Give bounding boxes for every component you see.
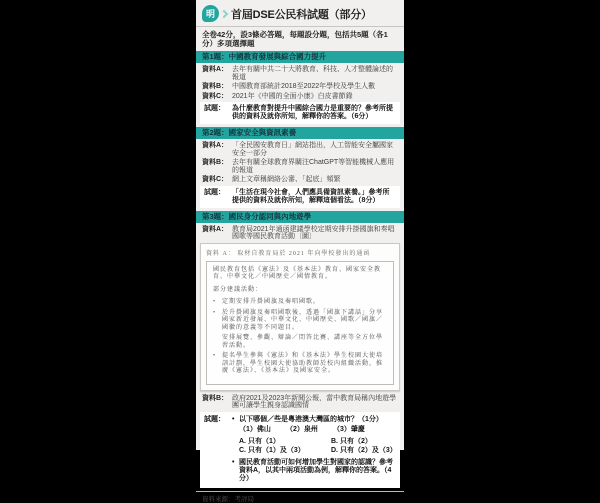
bullet-text: 於升掛國旗及奏唱國歌後，透過「國旗下講話」分享國家新近發展、中華文化、中國歷史、國歌／國旗／國徽的意義等不同題目。 xyxy=(222,309,384,331)
mc-item: （2）泉州 xyxy=(286,425,318,433)
document-bullet xyxy=(213,299,387,307)
bullet-icon: • xyxy=(213,299,217,305)
document-bullet xyxy=(213,353,387,376)
mc-option-b: B. 只有（2） xyxy=(331,437,372,445)
section2-banner: 第2題：國家安全與資訊素養 xyxy=(196,127,404,139)
bullet-icon: • xyxy=(213,309,217,316)
chevron-right-icon xyxy=(220,9,228,17)
mc-item-row xyxy=(239,426,396,434)
bullet-text: 定期安排升掛國旗及奏唱國歌。 xyxy=(222,299,321,305)
section3-question-box xyxy=(200,412,400,488)
material-text: 中國教育部統計2018至2022年學校及學生人數 xyxy=(232,83,376,90)
document-body xyxy=(206,261,394,385)
bullet-icon: • xyxy=(213,353,217,359)
document-intro: 國民教育包括《憲法》及《基本法》教育、國家安全教育、中華文化／中國歷史／國情教育。 xyxy=(213,266,382,280)
list-item xyxy=(202,66,398,81)
question-label: 試題： xyxy=(204,105,225,112)
list-item xyxy=(202,142,398,157)
mc-option-a: A. 只有（1） xyxy=(239,437,280,445)
material-label: 資料A： xyxy=(202,66,229,73)
section1-question-box xyxy=(200,102,400,124)
infographic-page xyxy=(196,0,404,503)
material-text: 教育局2021年通函建議學校定期安排升掛國旗和奏唱國歌等國民教育活動〔圖〕 xyxy=(232,225,395,240)
list-item xyxy=(202,159,398,174)
material-label: 資料C： xyxy=(202,92,229,100)
material-text: 去年有關全球教育界關注ChatGPT等智能機械人應用的報道 xyxy=(232,159,395,174)
question-label: 試題： xyxy=(204,188,225,196)
mc-option-d: D. 只有（2）及（3） xyxy=(331,446,397,454)
material-label: 資料B： xyxy=(202,394,229,402)
header xyxy=(202,5,398,22)
material-text: 網上文章稱網絡公審、「起底」頻繁 xyxy=(232,176,341,183)
list-item xyxy=(202,395,398,410)
section3-banner: 第3題：國民身分認同與內地遊學 xyxy=(196,211,404,223)
section1-banner: 第1題：中國教育發展與綜合國力提升 xyxy=(196,51,404,63)
material-a-document-image xyxy=(200,243,400,391)
list-item xyxy=(202,93,398,101)
bullet-text: 提名學生參與《憲法》和《基本法》學生校園大使培訓計劃，學生校園大使協助教師於校內組織活動，推廣《憲法》、《基本法》及國家安全。 xyxy=(222,353,384,374)
page-title: 首屆DSE公民科試題（部分） xyxy=(231,8,372,21)
material-label: 資料C： xyxy=(202,176,229,183)
material-label: 資料A： xyxy=(202,225,229,233)
list-item xyxy=(202,176,398,184)
material-label: 資料B： xyxy=(202,159,229,166)
header-divider xyxy=(196,26,404,27)
source-attribution: 資料來源：考評局 xyxy=(202,495,254,503)
question-content xyxy=(232,416,396,484)
material-label: 資料B： xyxy=(202,83,229,90)
mingpao-logo-icon: 明 xyxy=(202,5,219,22)
document-subtitle: 部分建議活動： xyxy=(213,286,263,293)
document-bullet xyxy=(213,310,387,333)
footer-divider xyxy=(196,491,404,492)
material-label: 資料A： xyxy=(202,142,229,149)
question-text: 為什麼教育對提升中國綜合國力是重要的？參考所提供的資料及就你所知，解釋你的答案。（6分） xyxy=(232,105,393,120)
bullet-icon xyxy=(213,335,222,350)
open-question xyxy=(232,459,396,483)
mc-question-stem xyxy=(232,416,396,424)
material-text: 2021年《中國的全面小康》白皮書節錄 xyxy=(232,92,353,100)
question-text: 「生活在現今社會，人們應具備資訊素養。」參考所提供的資料及就你所知，解釋這個看法。（8分） xyxy=(232,188,390,204)
mc-options-grid xyxy=(239,438,396,455)
mc-stem-text: 以下哪個／些是粵港澳大灣區的城市？（1分） xyxy=(239,415,383,423)
question-label: 試題： xyxy=(204,415,225,423)
document-bullet xyxy=(213,335,387,350)
mc-item: （3）肇慶 xyxy=(333,425,365,433)
material-text: 政府2021及2023年新聞公報，當中教育局稱內地遊學團可讓學生親身認識國情 xyxy=(232,394,397,409)
material-text: 「全民國安教育日」網站指出，人工智能安全屬國家安全一部分 xyxy=(232,142,393,157)
bullet-icon: • xyxy=(232,458,235,466)
open-question-text: 國民教育活動可如何增加學生對國家的認識？參考資料A，以其中兩項活動為例，解釋你的答案。（4分） xyxy=(239,458,393,482)
bullet-text: 安排展覽、參觀、辯論／問答比賽、講座等全方位學習活動。 xyxy=(222,335,384,349)
list-item xyxy=(202,226,398,241)
exam-summary-text: 全卷42分，設3條必答題，每題設分題，包括共5題（各1分）多項選擇題 xyxy=(202,30,388,48)
document-caption: 資料 A： 取材自教育局於 2021 年向學校發出的通函 xyxy=(206,250,371,257)
material-text: 去年有關中共二十大將教育、科技、人才整體論述的報道 xyxy=(232,66,393,81)
mc-item: （1）佛山 xyxy=(239,425,271,433)
mc-option-c: C. 只有（1）及（3） xyxy=(239,446,305,454)
bullet-icon: • xyxy=(232,415,235,423)
list-item xyxy=(202,83,398,91)
section2-question-box xyxy=(200,186,400,208)
